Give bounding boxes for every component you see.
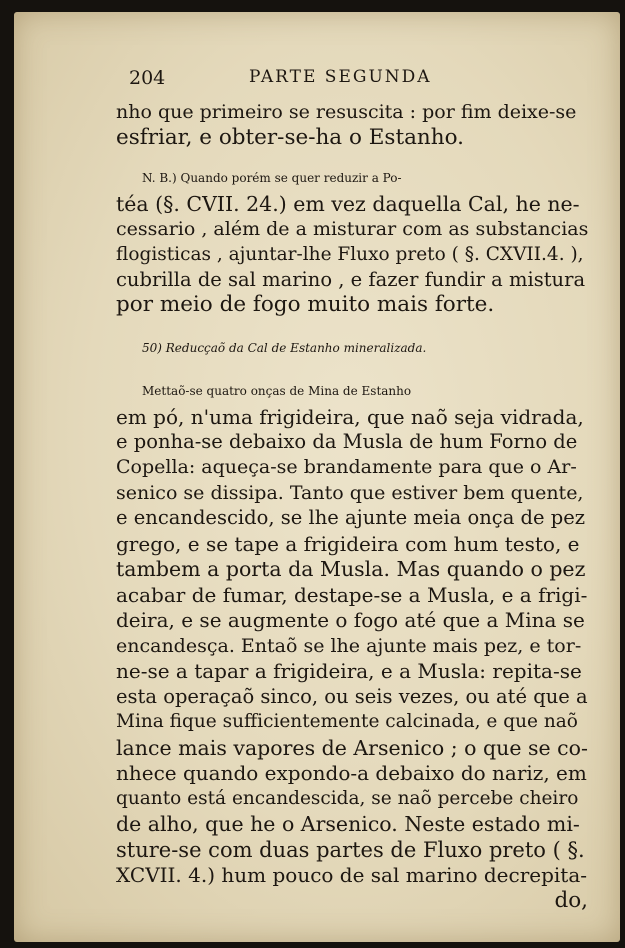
text-line: Copella: aqueça-se brandamente para que o Ar- — [116, 456, 577, 478]
catchword: do, — [554, 888, 588, 913]
text-line: N. B.) Quando porém se quer reduzir a Po- — [142, 171, 402, 185]
text-line: nho que primeiro se resuscita : por fim deixe-se — [116, 101, 577, 123]
page-header — [129, 67, 469, 91]
text-line: XCVII. 4.) hum pouco de sal marino decrepita- — [116, 863, 588, 887]
text-line: téa (§. CVII. 24.) em vez daquella Cal, he ne- — [116, 192, 580, 216]
text-line: ne-se a tapar a frigideira, e a Musla: repita-se — [116, 659, 582, 683]
text-line: esta operaçaõ sinco, ou seis vezes, ou até que a — [116, 685, 588, 708]
text-line: lance mais vapores de Arsenico ; o que se co- — [116, 736, 588, 760]
text-line: quanto está encandescida, se naõ percebe cheiro — [116, 788, 579, 809]
text-line: nhece quando expondo-a debaixo do nariz, em — [116, 761, 587, 785]
text-line: sture-se com duas partes de Fluxo preto ( §. — [116, 838, 585, 862]
text-line: encandesça. Entaõ se lhe ajunte mais pez, e tor- — [116, 635, 582, 657]
text-line: em pó, n'uma frigideira, que naõ seja vidrada, — [116, 405, 584, 429]
text-line: e ponha-se debaixo da Musla de hum Forno de — [116, 430, 578, 453]
text-line: deira, e se augmente o fogo até que a Mina se — [116, 608, 585, 632]
text-line: por meio de fogo muito mais forte. — [116, 292, 495, 317]
text-line: tambem a porta da Musla. Mas quando o pez — [116, 557, 586, 581]
text-line: acabar de fumar, destape-se a Musla, e a frigi- — [116, 583, 588, 607]
text-line: cubrilla de sal marino , e fazer fundir a mistura — [116, 268, 586, 291]
page-number: 204 — [129, 67, 166, 89]
text-line: cessario , além de a misturar com as substancias — [116, 218, 589, 240]
text-line: flogisticas , ajuntar-lhe Fluxo preto ( §. CXVII.4. ), — [116, 244, 584, 265]
text-line: Mina fique sufficientemente calcinada, e que naõ — [116, 711, 578, 732]
text-line: grego, e se tape a frigideira com hum testo, e — [116, 532, 580, 556]
text-line: e encandescido, se lhe ajunte meia onça de pez — [116, 506, 586, 529]
book-page — [14, 12, 620, 942]
text-line: esfriar, e obter-se-ha o Estanho. — [116, 125, 465, 150]
section-heading: 50) Reducçaõ da Cal de Estanho mineralizada. — [142, 341, 427, 355]
text-line: senico se dissipa. Tanto que estiver bem quente, — [116, 482, 584, 504]
text-line: de alho, que he o Arsenico. Neste estado mi- — [116, 812, 580, 836]
running-title: PARTE SEGUNDA — [249, 67, 432, 87]
text-line: Mettaõ-se quatro onças de Mina de Estanho — [142, 384, 412, 398]
